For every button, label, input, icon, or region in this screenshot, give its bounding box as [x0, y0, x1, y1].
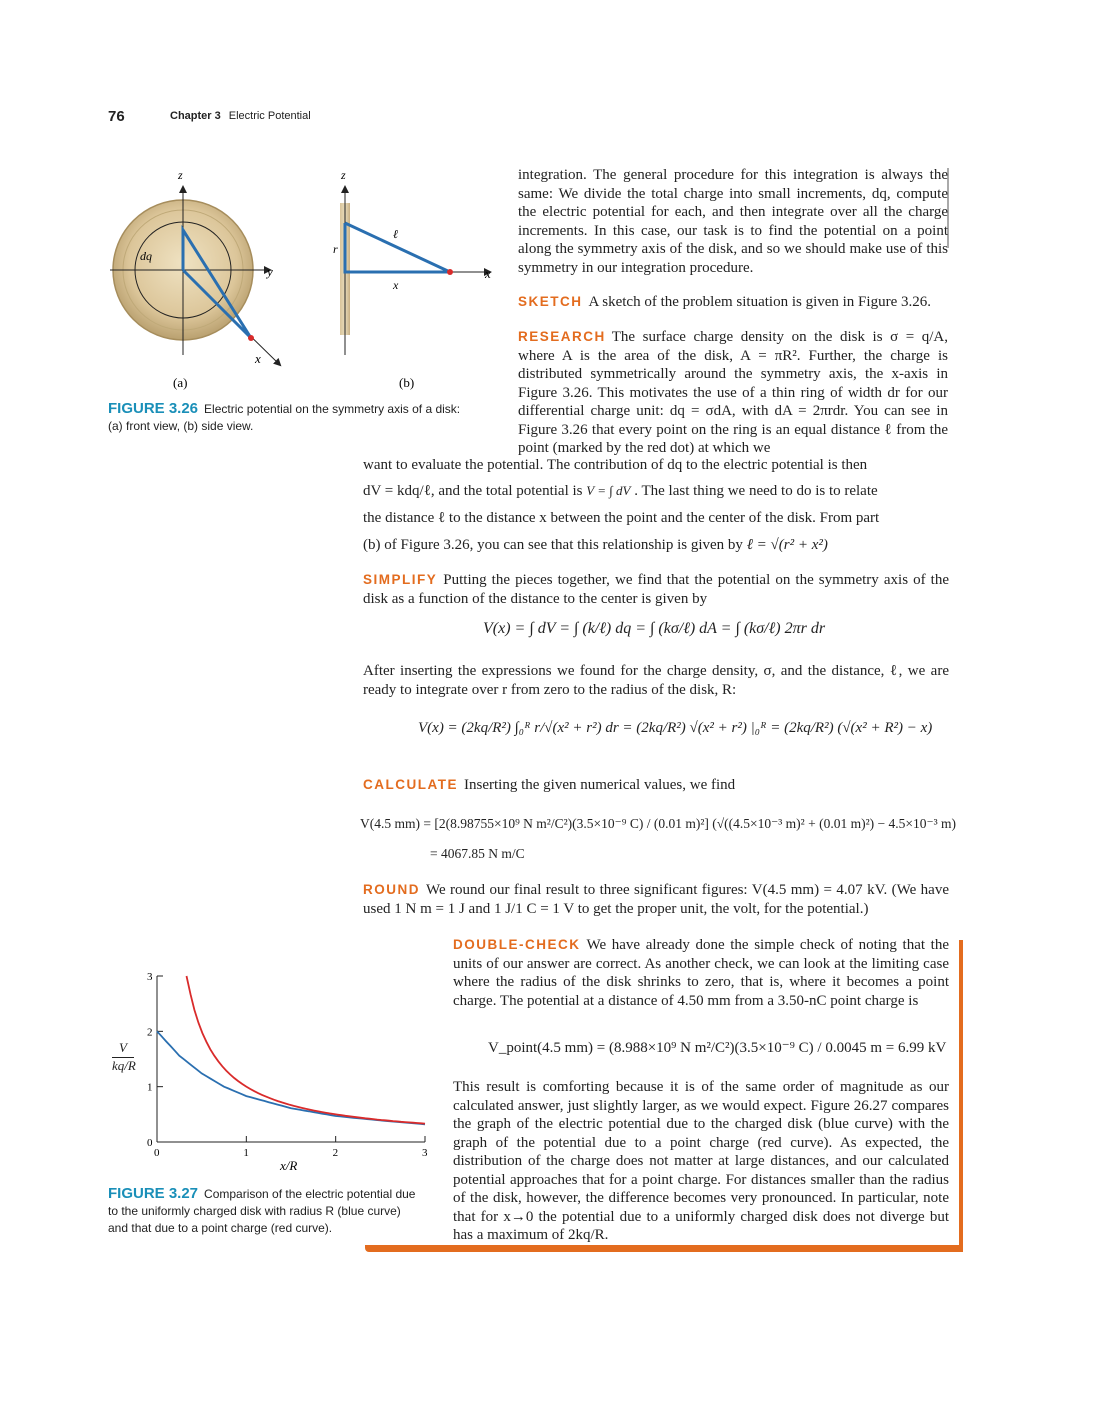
y-tick-label: 3 [147, 971, 153, 983]
point-red-dot-a [248, 335, 254, 341]
y-tick-label: 0 [147, 1137, 153, 1149]
para-calculate [363, 776, 949, 795]
sketch-text: A sketch of the problem situation is given in Figure 3.26. [588, 294, 931, 310]
integral-dV: V = ∫ dV [586, 483, 631, 498]
x-tick-label: 2 [332, 1147, 339, 1159]
para-research [518, 328, 948, 458]
page-number: 76 [108, 108, 125, 125]
figure-3-27-caption [108, 1185, 423, 1237]
label-dq: dq [140, 249, 152, 263]
equation-3-result: = 4067.85 N m/C [430, 846, 525, 861]
y-label-num: V [112, 1040, 134, 1058]
simplify-text: Putting the pieces together, we find that the potential on the symmetry axis of the disk as a function of the distance to the center is given by [363, 572, 949, 607]
x-tick-label: 0 [154, 1147, 160, 1159]
label-x-a: x [255, 351, 261, 366]
research-heading: RESEARCH [518, 329, 606, 344]
figure-3-27-number: FIGURE 3.27 [108, 1185, 199, 1202]
double-check-text-2: This result is comforting because it is of the same order of magnitude as our calculated answer, just slightly larger, as we would expect. Figure 26.27 compares the graph of the electric potential due to the charged disk (blue curve) with the graph of the potential due to a point charge (red curve). As expected, the distribution of the charge does not matter at large distances, and our calculated potential approaches that for a point charge. For distances smaller than the radius of the disk, however, the difference becomes very pronounced. In particular, note that for x→0 the potential due to a uniformly charged disk does not diverge but has a maximum of 2kq/R. [453, 1079, 949, 1243]
label-ell: ℓ [393, 227, 398, 241]
para-round [363, 881, 949, 918]
point-red-dot-b [447, 269, 453, 275]
x-tick-label: 1 [243, 1147, 249, 1159]
para-after: After inserting the expressions we found for the charge density, σ, and the distance, ℓ, we are ready to integrate over r from zero to the radius of the disk, R: [363, 663, 949, 698]
subfig-b: (b) [399, 375, 415, 390]
calculate-heading: CALCULATE [363, 777, 458, 792]
chart-axes [157, 976, 425, 1142]
sketch-heading: SKETCH [518, 294, 583, 309]
point-charge-curve [187, 976, 426, 1124]
y-label-den: kq/R [112, 1058, 136, 1073]
research-line-3 [363, 482, 949, 501]
y-tick-label: 2 [147, 1026, 153, 1039]
label-r: r [333, 242, 338, 256]
label-z-b: z [341, 168, 346, 182]
label-z-a: z [178, 168, 183, 182]
research-text-1: The surface charge density on the disk is σ = q/A, where A is the area of the disk, A = πR². Further, the charge is distributed symmetrically around the symmetry axis, the x-axis in Figure 3.26. This motivates the use of a thin ring of width dr for our differential charge unit: dq = σdA, with dA = 2πrdr. You can see in Figure 3.26 that every point on the ring is an equal distance ℓ from the point (marked by the red dot) at which we [518, 329, 948, 456]
accent-bar-right [959, 940, 963, 1252]
label-y: y [267, 264, 273, 279]
side-view [333, 168, 491, 390]
running-header [170, 110, 311, 122]
figure-3-26 [105, 165, 505, 395]
equation-3: V(4.5 mm) = [2(8.98755×10⁹ N m²/C²)(3.5×10⁻⁹ C) / (0.01 m)²] (√((4.5×10⁻³ m)² + (0.01 m)²) − 4.5×10⁻³ m) [360, 816, 957, 831]
figure-3-27-chart [135, 960, 435, 1180]
research-text-3b: . The last thing we need to do is to relate [634, 483, 878, 499]
para-sketch [518, 293, 948, 312]
label-x-distance: x [393, 278, 399, 292]
figure-3-26-caption [108, 400, 468, 435]
accent-bar-bottom [365, 1245, 963, 1252]
equation-2: V(x) = (2kq/R²) ∫₀ᴿ r/√(x² + r²) dr = (2kq/R²) √(x² + r²) |₀ᴿ = (2kq/R²) (√(x² + R²) − x) [418, 720, 933, 736]
para-double-check [453, 936, 949, 1010]
figure-3-27-caption-text: Comparison of the electric potential due to the uniformly charged disk with radius R (blue curve) and that due to a point charge (red curve). [108, 1187, 416, 1235]
y-axis-label [112, 1040, 134, 1074]
double-check-heading: DOUBLE-CHECK [453, 937, 581, 952]
simplify-heading: SIMPLIFY [363, 572, 438, 587]
figure-3-26-caption-text: Electric potential on the symmetry axis of a disk: (a) front view, (b) side view. [108, 402, 461, 433]
figure-3-26-number: FIGURE 3.26 [108, 400, 199, 417]
ell-relation: ℓ = √(r² + x²) [746, 537, 828, 553]
chapter-label: Chapter 3 [170, 110, 221, 122]
round-heading: ROUND [363, 882, 420, 897]
chapter-title: Electric Potential [228, 110, 311, 122]
subfig-a: (a) [173, 375, 188, 390]
calculate-text: Inserting the given numerical values, we find [464, 777, 736, 793]
y-tick-label: 1 [147, 1081, 153, 1094]
para-integration: integration. The general procedure for this integration is always the same: We divide the total charge into small increments, dq, compute the electric potential for each, and then integrate over all the charge increments. In this case, our task is to find the potential on a point along the symmetry axis of the disk, and so we should make use of this symmetry in our integration procedure. [518, 167, 948, 276]
x-tick-label: 3 [422, 1147, 428, 1159]
disk-curve [157, 1031, 425, 1124]
research-line-5 [363, 536, 949, 555]
round-text: We round our final result to three significant figures: V(4.5 mm) = 4.07 kV. (We have used 1 N m = 1 J and 1 J/1 C = 1 V to get the proper unit, the volt, for the potential.) [363, 882, 949, 917]
research-text-4: the distance ℓ to the distance x between the point and the center of the disk. From part [363, 510, 880, 526]
para-simplify [363, 571, 949, 608]
research-text-2: want to evaluate the potential. The contribution of dq to the electric potential is then [363, 457, 868, 473]
x-axis-label: x/R [280, 1158, 298, 1173]
label-x-b: x [485, 266, 491, 281]
front-view [110, 168, 280, 390]
research-text-5a: (b) of Figure 3.26, you can see that this relationship is given by [363, 537, 743, 553]
equation-1: V(x) = ∫ dV = ∫ (k/ℓ) dq = ∫ (kσ/ℓ) dA = ∫ (kσ/ℓ) 2πr dr [483, 620, 826, 637]
equation-4: V_point(4.5 mm) = (8.988×10⁹ N m²/C²)(3.5×10⁻⁹ C) / 0.0045 m = 6.99 kV [488, 1040, 947, 1056]
research-text-3a: dV = kdq/ℓ, and the total potential is [363, 483, 583, 499]
double-check-text-1: We have already done the simple check of noting that the units of our answer are correct. As another check, we can look at the limiting case where the radius of the disk shrinks to zero, that is, where it becomes a point charge. The potential at a distance of 4.50 mm from a 3.50-nC point charge is [453, 937, 949, 1009]
